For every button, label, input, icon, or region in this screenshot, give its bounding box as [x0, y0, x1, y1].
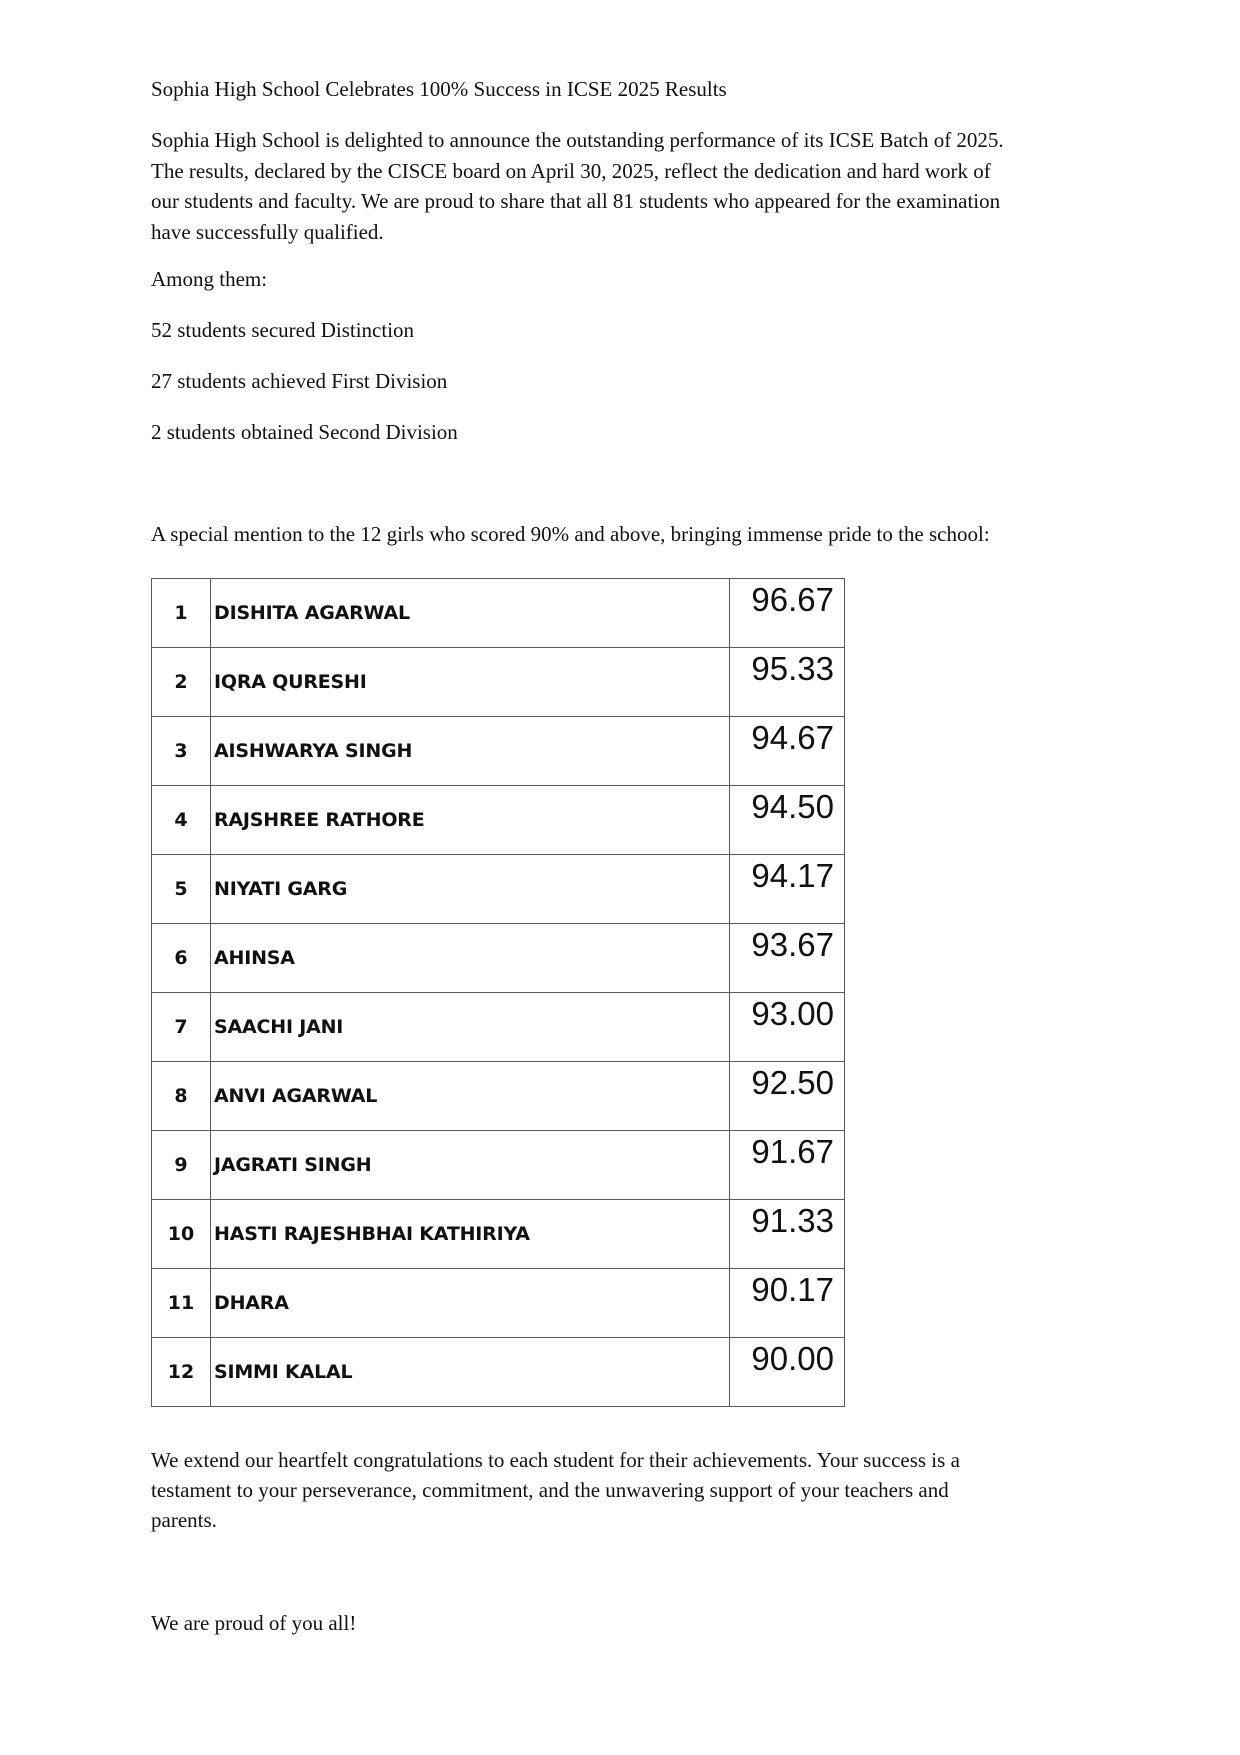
rank-cell: 2	[152, 648, 211, 717]
table-row	[152, 1269, 845, 1338]
name-cell: RAJSHREE RATHORE	[211, 786, 730, 855]
score-cell: 90.00	[730, 1338, 845, 1407]
rank-cell: 12	[152, 1338, 211, 1407]
document-title: Sophia High School Celebrates 100% Success in ICSE 2025 Results	[151, 77, 727, 101]
table-row	[152, 1338, 845, 1407]
table-row	[152, 786, 845, 855]
rank-cell: 3	[152, 717, 211, 786]
name-cell: HASTI RAJESHBHAI KATHIRIYA	[211, 1200, 730, 1269]
score-cell: 94.50	[730, 786, 845, 855]
table-row	[152, 1062, 845, 1131]
name-cell: ANVI AGARWAL	[211, 1062, 730, 1131]
intro-line: our students and faculty. We are proud to share that all 81 students who appeared for the examination	[151, 189, 1001, 213]
name-cell: JAGRATI SINGH	[211, 1131, 730, 1200]
intro-paragraph	[151, 125, 1096, 247]
name-cell: AISHWARYA SINGH	[211, 717, 730, 786]
table-row	[152, 855, 845, 924]
name-cell: AHINSA	[211, 924, 730, 993]
closing-paragraph	[151, 1445, 1096, 1535]
name-cell: IQRA QURESHI	[211, 648, 730, 717]
rank-cell: 10	[152, 1200, 211, 1269]
score-cell: 91.33	[730, 1200, 845, 1269]
intro-line: The results, declared by the CISCE board on April 30, 2025, reflect the dedication and hard work of	[151, 158, 991, 183]
among-them-text: Among them:	[151, 267, 268, 291]
rank-cell: 7	[152, 993, 211, 1062]
score-cell: 91.67	[730, 1131, 845, 1200]
score-cell: 93.67	[730, 924, 845, 993]
rank-cell: 9	[152, 1131, 211, 1200]
stat-first-division: 27 students achieved First Division	[151, 369, 448, 393]
toppers-table	[151, 578, 845, 1407]
table-row	[152, 1200, 845, 1269]
name-cell: SAACHI JANI	[211, 993, 730, 1062]
name-cell: DHARA	[211, 1269, 730, 1338]
closing-line: parents.	[151, 1508, 217, 1532]
signoff-text: We are proud of you all!	[151, 1611, 357, 1635]
score-cell: 94.17	[730, 855, 845, 924]
rank-cell: 6	[152, 924, 211, 993]
name-cell: NIYATI GARG	[211, 855, 730, 924]
stat-second-division: 2 students obtained Second Division	[151, 420, 458, 444]
name-cell: DISHITA AGARWAL	[211, 579, 730, 648]
closing-line: testament to your perseverance, commitment, and the unwavering support of your teachers and	[151, 1478, 949, 1502]
rank-cell: 1	[152, 579, 211, 648]
rank-cell: 4	[152, 786, 211, 855]
table-row	[152, 579, 845, 648]
stat-distinction: 52 students secured Distinction	[151, 318, 415, 342]
score-cell: 95.33	[730, 648, 845, 717]
table-row	[152, 924, 845, 993]
intro-line: Sophia High School is delighted to announce the outstanding performance of its ICSE Batch of 2025.	[151, 128, 1004, 152]
rank-cell: 5	[152, 855, 211, 924]
score-cell: 96.67	[730, 579, 845, 648]
table-row	[152, 1131, 845, 1200]
rank-cell: 11	[152, 1269, 211, 1338]
score-cell: 92.50	[730, 1062, 845, 1131]
table-row	[152, 993, 845, 1062]
table-row	[152, 648, 845, 717]
score-cell: 94.67	[730, 717, 845, 786]
rank-cell: 8	[152, 1062, 211, 1131]
score-cell: 90.17	[730, 1269, 845, 1338]
table-row	[152, 717, 845, 786]
intro-line: have successfully qualified.	[151, 219, 384, 244]
score-cell: 93.00	[730, 993, 845, 1062]
special-mention-text: A special mention to the 12 girls who scored 90% and above, bringing immense pride to the school:	[151, 522, 990, 546]
closing-line: We extend our heartfelt congratulations to each student for their achievements. Your success is a	[151, 1448, 960, 1472]
name-cell: SIMMI KALAL	[211, 1338, 730, 1407]
